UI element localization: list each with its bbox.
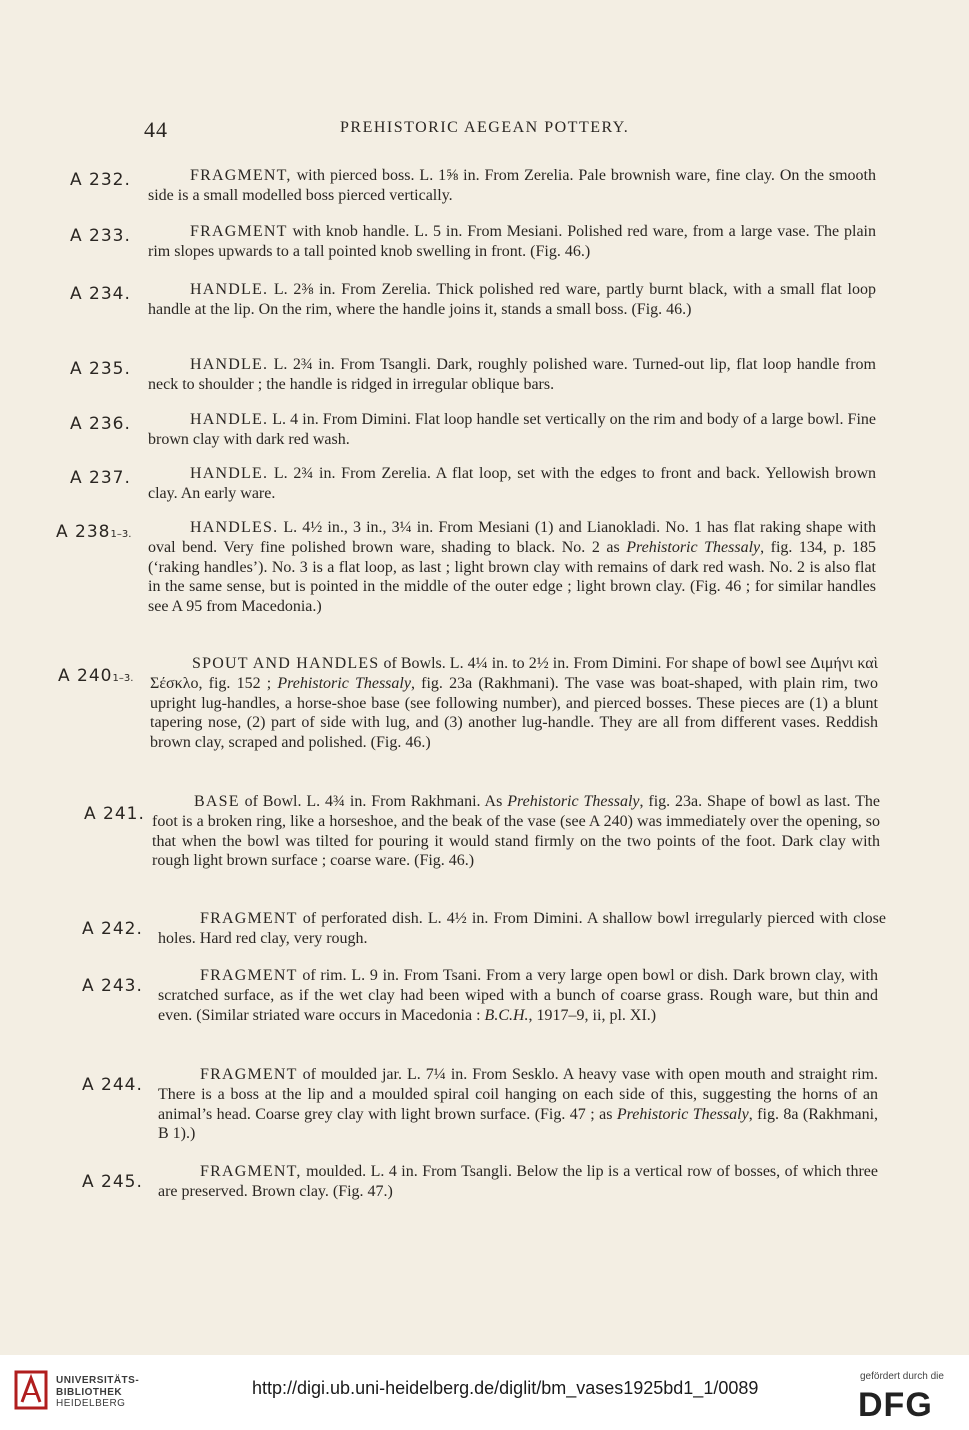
catalogue-number: A 234. [70,284,131,304]
catalogue-number-suffix: 1–3. [112,673,134,684]
dfg-logo: DFG [858,1386,933,1424]
entry-description: BASE of Bowl. L. 4¾ in. From Rakhmani. As Prehistoric Thessaly, fig. 23a. Shape of bowl as last. The foot is a broken ring, like a horseshoe, and the beak of the vase (see A 240) was immediately over the opening, so that when the bowl was tilted for pouring it would stand firmly on the two points of the foot. Dark clay with rough light brown surface ; coarse ware. (Fig. 46.) [152,793,880,870]
entry-heading: FRAGMENT, [200,1163,302,1180]
page-number: 44 [144,117,168,142]
entry-heading: HANDLE. [190,465,269,482]
catalogue-number: A 233. [70,226,131,246]
entry-description: FRAGMENT of rim. L. 9 in. From Tsani. From a very large open bowl or dish. Dark brown clay, with scratched surface, as if the wet clay had been wiped with a bunch of coarse grass. Rough ware, but thin and even. (Similar striated ware occurs in Macedonia : B.C.H., 1917–9, ii, pl. XI.) [158,967,878,1024]
entry-heading: FRAGMENT [200,1066,298,1083]
catalogue-number: A 241. [84,804,145,824]
sponsor-label: gefördert durch die [860,1371,944,1382]
catalogue-number: A 237. [70,468,131,488]
catalogue-number: A 245. [82,1172,143,1192]
entry-heading: FRAGMENT [190,223,288,240]
entry-description: HANDLE. L. 2¾ in. From Zerelia. A flat loop, set with the edges to front and back. Yellowish brown clay. An early ware. [148,465,876,502]
catalogue-number: A 244. [82,1075,143,1095]
entry-description: FRAGMENT of moulded jar. L. 7¼ in. From Sesklo. A heavy vase with open mouth and straight rim. There is a boss at the lip and a moulded spiral coil hanging on each side of this, suggesting the horns of an animal’s head. Coarse grey clay with light brown surface. (Fig. 47 ; as Prehistoric Thessaly, fig. 8a (Rakhmani, B 1).) [158,1066,879,1143]
entry-heading: HANDLES. [190,519,279,536]
entry-heading: BASE [194,793,240,810]
library-name: UNIVERSITÄTS- BIBLIOTHEK HEIDELBERG [56,1375,140,1409]
entry-heading: FRAGMENT [200,910,298,927]
entry-description: HANDLE. L. 4 in. From Dimini. Flat loop handle set vertically on the rim and body of a large bowl. Fine brown clay with dark red wash. [148,411,876,448]
entry-heading: FRAGMENT [200,967,298,984]
catalogue-number: A 243. [82,976,143,996]
entry-description: HANDLE. L. 2¾ in. From Tsangli. Dark, roughly polished ware. Turned-out lip, flat loop handle from neck to shoulder ; the handle is ridged in irregular oblique bars. [148,356,876,393]
entry-heading: HANDLE. [190,356,269,373]
entry-description: FRAGMENT of perforated dish. L. 4½ in. From Dimini. A shallow bowl irregularly pierced with close holes. Hard red clay, very rough. [158,910,886,947]
entry-description: FRAGMENT, with pierced boss. L. 1⅝ in. From Zerelia. Pale brownish ware, fine clay. On the smooth side is a small modelled boss pierced vertically. [148,167,876,204]
catalogue-number-suffix: 1–3. [110,529,132,540]
catalogue-number: A 232. [70,170,131,190]
entry-heading: HANDLE. [190,281,269,298]
source-url-link[interactable]: http://digi.ub.uni-heidelberg.de/diglit/bm_vases1925bd1_1/0089 [252,1378,759,1398]
entry-heading: HANDLE. [190,411,269,428]
catalogue-number: A 240 [58,666,113,686]
catalogue-number: A 238 [56,522,111,542]
entry-description: FRAGMENT with knob handle. L. 5 in. From Mesiani. Polished red ware, from a large vase. The plain rim slopes upwards to a tall pointed knob swelling in front. (Fig. 46.) [148,223,876,260]
entry-heading: FRAGMENT, [190,167,292,184]
catalogue-number: A 235. [70,359,131,379]
library-logo-icon [14,1370,48,1410]
running-head: PREHISTORIC AEGEAN POTTERY. [340,119,630,136]
entry-description: FRAGMENT, moulded. L. 4 in. From Tsangli. Below the lip is a vertical row of bosses, of which three are preserved. Brown clay. (Fig. 47.) [158,1163,878,1200]
entry-description: HANDLE. L. 2⅜ in. From Zerelia. Thick polished red ware, partly burnt black, with a small flat loop handle at the lip. On the rim, where the handle joins it, stands a small boss. (Fig. 46.) [148,281,876,318]
entry-description: HANDLES. L. 4½ in., 3 in., 3¼ in. From Mesiani (1) and Lianokladi. No. 1 has flat raking shape with oval bend. Very fine polished brown ware, shading to black. No. 2 as Prehistoric Thessaly, fig. 134, p. 185 (‘raking handles’). No. 3 is a flat loop, as last ; light brown clay with remains of dark red wash. No. 2 is also flat in the same sense, but is pointed in the middle of the outer edge ; light brown clay. (Fig. 46 ; for similar handles see A 95 from Macedonia.) [148,519,876,616]
entry-heading: SPOUT AND HANDLES [192,655,380,672]
catalogue-number: A 242. [82,919,143,939]
catalogue-number: A 236. [70,414,131,434]
entry-description: SPOUT AND HANDLES of Bowls. L. 4¼ in. to 2½ in. From Dimini. For shape of bowl see Διμήνι καὶ Σέσκλο, fig. 152 ; Prehistoric Thessaly, fig. 23a (Rakhmani). The vase was boat-shaped, with plain rim, two upright lug-handles, a horse-shoe base (see following number), and pierced bosses. These pieces are (1) a blunt tapering nose, (2) part of side with lug, and (3) another lug-handle. They are all from different vases. Reddish brown clay, scraped and polished. (Fig. 46.) [150,655,879,752]
